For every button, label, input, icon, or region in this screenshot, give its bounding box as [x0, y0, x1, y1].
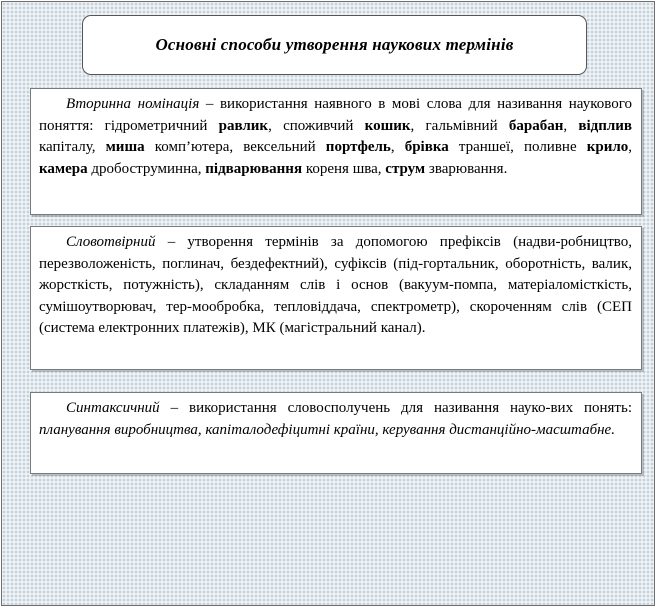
text-run: – використання словосполучень для називання науко-вих понять: — [159, 400, 632, 416]
text-run: , — [628, 139, 633, 156]
method-description — [39, 232, 632, 340]
title-box — [82, 15, 587, 75]
key-term: струм — [385, 160, 426, 177]
text-run: капіталу, — [39, 139, 106, 156]
key-term: підварювання — [205, 160, 303, 177]
method-card-secondary-nomination — [30, 88, 642, 215]
key-term: крило — [586, 139, 629, 156]
text-run: , — [390, 139, 405, 156]
key-term: миша — [105, 139, 145, 156]
method-name: Синтаксичний — [66, 400, 160, 416]
key-term: барабан — [508, 117, 564, 134]
text-run: , — [563, 117, 579, 134]
key-term: відплив — [578, 117, 633, 134]
diagram-title: Основні способи утворення наукових термінів — [155, 35, 514, 54]
diagram-frame — [1, 1, 655, 606]
method-name: Словотвірний — [66, 234, 156, 250]
method-card-syntactic — [30, 392, 642, 474]
key-term: портфель — [325, 139, 391, 156]
key-term: брівка — [404, 139, 449, 156]
text-run: , споживчий — [268, 117, 365, 134]
text-run: – використання наявного в мові слова для називання наукового поняття: гідрометричний — [39, 96, 632, 134]
method-description — [39, 94, 632, 180]
key-term: камера — [39, 160, 88, 177]
example-phrase: планування виробництва, капіталодефіцитні країни, керування дистанційно-масштабне. — [39, 421, 615, 438]
text-run: , гальмівний — [410, 117, 509, 134]
method-description — [39, 398, 632, 441]
method-name: Вторинна номінація — [66, 96, 200, 112]
key-term: равлик — [218, 117, 269, 134]
text-run: зварювання. — [425, 160, 508, 177]
text-run: – утворення термінів за допомогою префіксів (надви-робництво, перезволоженість, поглинач, бездефектний), суфіксів (під-гортальник, оборотність, валик, жорсткість, потужність), складанням слів і основ (вакуум-помпа, матеріаломісткість, сумішоутворювач, тер-мообробка, тепловіддача, спектрометр), скороченням слів (СЕП (система електронних платежів), МК (магістральний канал). — [39, 234, 632, 337]
text-run: кореня шва, — [302, 160, 386, 177]
method-card-word-formation — [30, 226, 642, 370]
text-run: траншеї, поливне — [448, 139, 587, 156]
text-run: дробоструминна, — [87, 160, 206, 177]
text-run: комп’ютера, вексельний — [144, 139, 326, 156]
key-term: кошик — [364, 117, 411, 134]
